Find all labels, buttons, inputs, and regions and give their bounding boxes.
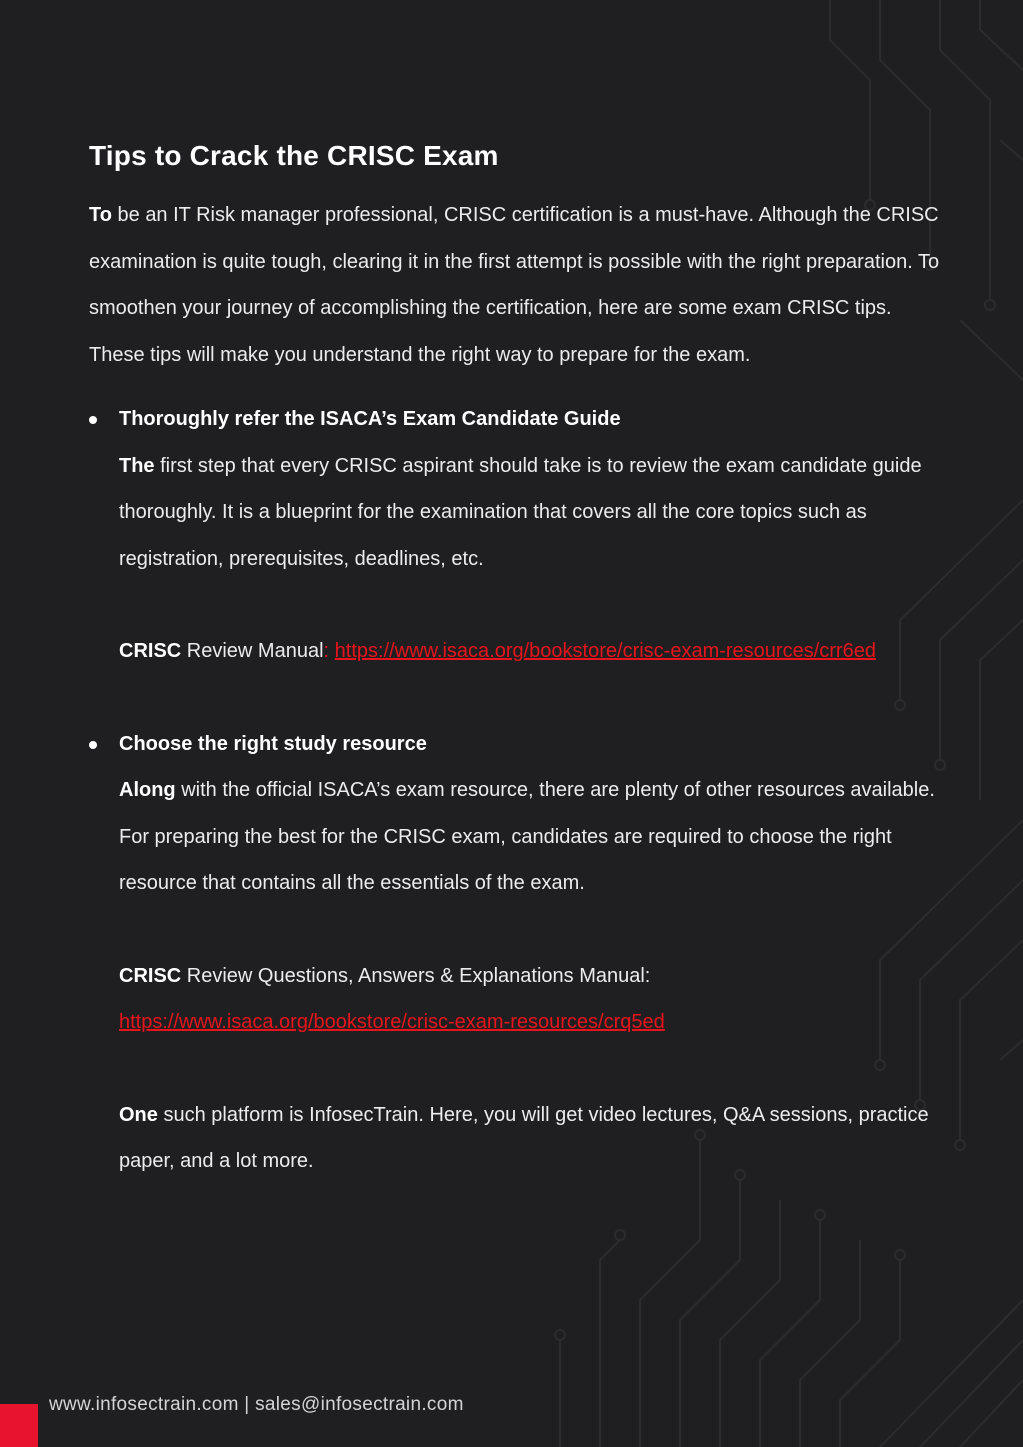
tip-body xyxy=(119,443,949,583)
resource-label: Review Questions, Answers & Explanations Manual: xyxy=(181,964,651,987)
list-item xyxy=(89,721,949,1185)
tip-body-lead: Along xyxy=(119,779,176,801)
closing-text: such platform is InfosecTrain. Here, you will get video lectures, Q&A sessions, practice paper, and a lot more. xyxy=(119,1103,929,1172)
footer-contact: www.infosectrain.com | sales@infosectrain.com xyxy=(49,1394,464,1415)
bullet-icon xyxy=(89,741,97,749)
tip-title: Choose the right study resource xyxy=(119,732,427,755)
intro-paragraph xyxy=(89,192,949,378)
document-body xyxy=(89,132,949,1185)
tips-list xyxy=(89,396,949,1185)
tip-title: Thoroughly refer the ISACA’s Exam Candidate Guide xyxy=(119,408,621,430)
tip-body-lead: The xyxy=(119,454,155,477)
resource-separator: : xyxy=(323,640,335,662)
intro-text: be an IT Risk manager professional, CRISC certification is a must-have. Although the CRISC examination is quite tough, clearing it in the first attempt is possible with the right preparation. To smoothen your journey of accomplishing the certification, here are some exam CRISC tips. These tips will make you understand the right way to prepare for the exam. xyxy=(89,204,940,366)
resource-lead: CRISC xyxy=(119,964,182,987)
tip-body-text: first step that every CRISC aspirant should take is to review the exam candidate guide thoroughly. It is a blueprint for the examination that covers all the core topics such as registration, prerequisites, deadlines, etc. xyxy=(119,454,922,570)
footer-accent-block xyxy=(0,1404,38,1447)
intro-lead: To xyxy=(89,204,112,226)
tip-body-text: with the official ISACA’s exam resource, there are plenty of other resources available. For preparing the best for the CRISC exam, candidates are required to choose the right resource that contains all the essentials of the exam. xyxy=(119,779,935,894)
resource-link[interactable]: https://www.isaca.org/bookstore/crisc-exam-resources/crr6ed xyxy=(334,640,876,662)
resource-line xyxy=(119,953,949,1046)
resource-line xyxy=(119,628,949,675)
page-footer xyxy=(0,1390,1023,1447)
page-title: Tips to Crack the CRISC Exam xyxy=(89,140,499,171)
closing-lead: One xyxy=(119,1103,158,1126)
resource-lead: CRISC xyxy=(119,640,182,662)
closing-paragraph xyxy=(119,1092,949,1185)
resource-link[interactable]: https://www.isaca.org/bookstore/crisc-exam-resources/crq5ed xyxy=(119,1011,665,1033)
resource-label: Review Manual xyxy=(181,640,324,662)
bullet-icon xyxy=(89,416,97,424)
list-item xyxy=(89,396,949,675)
tip-body xyxy=(119,767,949,907)
